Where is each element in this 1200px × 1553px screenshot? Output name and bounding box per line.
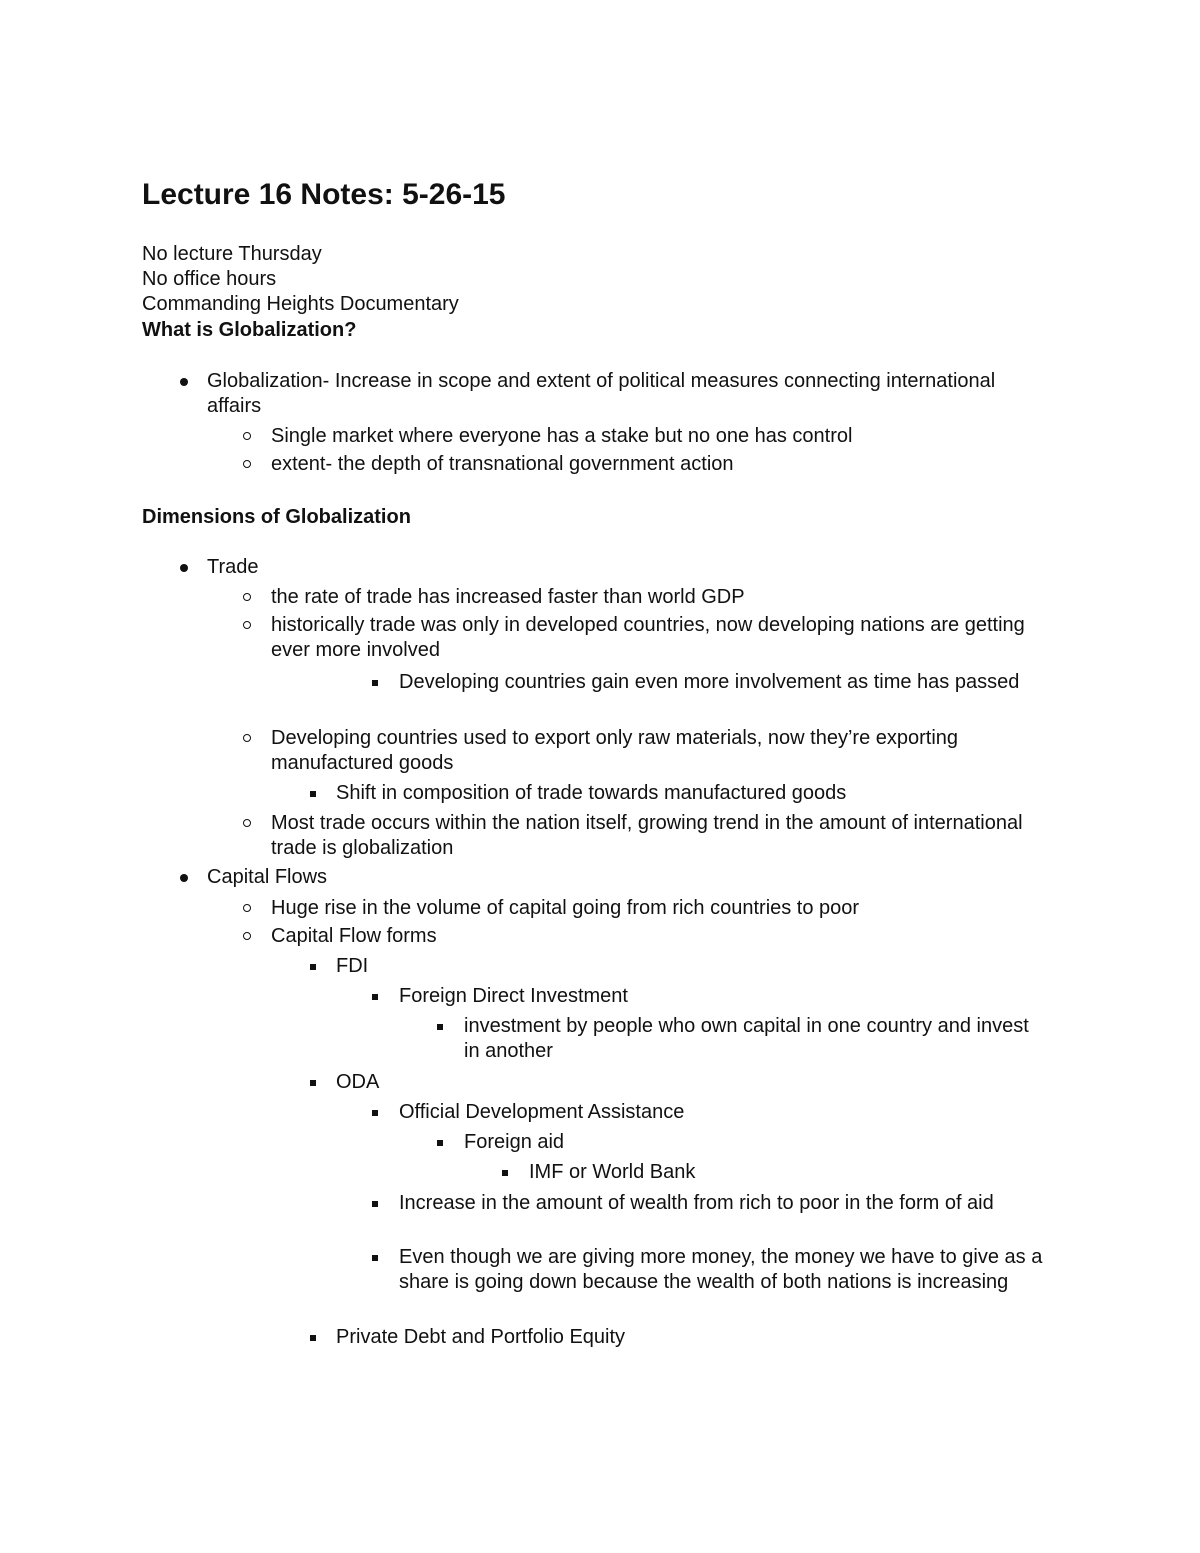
- bullet-square-icon: [372, 680, 378, 686]
- list-item: Even though we are giving more money, the money we have to give as a share is going down because the wealth of both nations is increasing: [399, 1246, 1043, 1293]
- bullet-square-icon: [310, 1080, 316, 1086]
- list-item: the rate of trade has increased faster than world GDP: [271, 586, 745, 608]
- list-item: Globalization- Increase in scope and extent of political measures connecting international affairs: [207, 370, 996, 417]
- list-item: ODA: [336, 1071, 380, 1093]
- bullet-square-icon: [437, 1024, 443, 1030]
- list-item: Private Debt and Portfolio Equity: [336, 1326, 626, 1348]
- bullet-hollow-icon: [243, 904, 251, 912]
- list-item: Capital Flow forms: [271, 925, 437, 947]
- bullet-hollow-icon: [243, 734, 251, 742]
- intro-line: Commanding Heights Documentary: [142, 293, 459, 315]
- bullet-filled-icon: [180, 564, 188, 572]
- list-item: Developing countries gain even more involvement as time has passed: [399, 671, 1020, 693]
- bullet-hollow-icon: [243, 621, 251, 629]
- list-item: Most trade occurs within the nation itself, growing trend in the amount of international trade is globalization: [271, 812, 1023, 859]
- page-title: Lecture 16 Notes: 5-26-15: [142, 178, 506, 211]
- list-item: Increase in the amount of wealth from rich to poor in the form of aid: [399, 1192, 994, 1214]
- bullet-filled-icon: [180, 378, 188, 386]
- bullet-square-icon: [372, 1201, 378, 1207]
- bullet-hollow-icon: [243, 460, 251, 468]
- bullet-hollow-icon: [243, 432, 251, 440]
- bullet-square-icon: [502, 1170, 508, 1176]
- list-item: Trade: [207, 556, 259, 578]
- bullet-square-icon: [372, 994, 378, 1000]
- list-item: Single market where everyone has a stake but no one has control: [271, 425, 853, 447]
- section-heading: Dimensions of Globalization: [142, 506, 411, 528]
- list-item: Official Development Assistance: [399, 1101, 685, 1123]
- bullet-square-icon: [372, 1110, 378, 1116]
- bullet-square-icon: [310, 964, 316, 970]
- bullet-hollow-icon: [243, 932, 251, 940]
- intro-line: No lecture Thursday: [142, 243, 322, 265]
- list-item: FDI: [336, 955, 369, 977]
- list-item: investment by people who own capital in one country and invest in another: [464, 1015, 1029, 1062]
- list-item: Foreign Direct Investment: [399, 985, 628, 1007]
- list-item: Shift in composition of trade towards manufactured goods: [336, 782, 847, 804]
- bullet-square-icon: [310, 1335, 316, 1341]
- bullet-hollow-icon: [243, 819, 251, 827]
- bullet-square-icon: [437, 1140, 443, 1146]
- bullet-square-icon: [310, 791, 316, 797]
- bullet-filled-icon: [180, 874, 188, 882]
- list-item: IMF or World Bank: [529, 1161, 696, 1183]
- list-item: Capital Flows: [207, 866, 328, 888]
- intro-line: No office hours: [142, 268, 277, 290]
- list-item: extent- the depth of transnational government action: [271, 453, 734, 475]
- list-item: Developing countries used to export only raw materials, now they’re exporting manufactured goods: [271, 727, 959, 774]
- bullet-square-icon: [372, 1255, 378, 1261]
- bullet-hollow-icon: [243, 593, 251, 601]
- list-item: historically trade was only in developed countries, now developing nations are getting ever more involved: [271, 614, 1025, 661]
- list-item: Foreign aid: [464, 1131, 565, 1153]
- list-item: Huge rise in the volume of capital going from rich countries to poor: [271, 897, 860, 919]
- section-heading: What is Globalization?: [142, 319, 357, 341]
